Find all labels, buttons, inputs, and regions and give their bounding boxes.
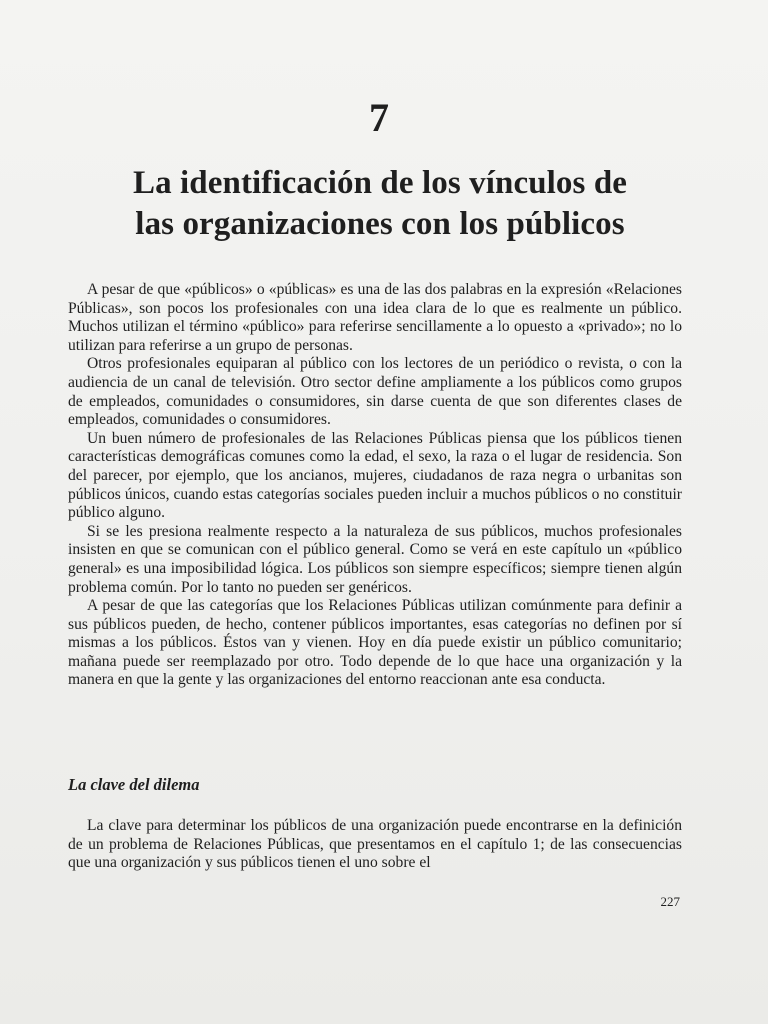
- paragraph-1: A pesar de que «públicos» o «públicas» es una de las dos palabras en la expresión «Relaciones Públicas», son pocos los profesionales con una idea clara de lo que es realmente un público. Muchos utilizan el término «público» para referirse sencillamente a lo opuesto a «privado»; no lo utilizan para referirse a un grupo de personas.: [68, 281, 682, 354]
- paragraph-5: A pesar de que las categorías que los Relaciones Públicas utilizan comúnmente para definir a sus públicos pueden, de hecho, contener públicos importantes, esas categorías no definen por sí mismas a los públicos. Éstos van y vienen. Hoy en día puede existir un público comunitario; mañana puede ser reemplazado por otro. Todo depende de lo que hace una organización y la manera en que la gente y las organizaciones del entorno reaccionan ante esa conducta.: [68, 597, 682, 689]
- chapter-number: 7: [369, 95, 389, 140]
- section-paragraph: La clave para determinar los públicos de una organización puede encontrarse en la definición de un problema de Relaciones Públicas, que presentamos en el capítulo 1; de las consecuencias que una organización y sus públicos tienen el uno sobre el: [68, 817, 682, 872]
- section-body: [68, 817, 682, 873]
- page-number: 227: [660, 894, 680, 909]
- paragraph-4: Si se les presiona realmente respecto a la naturaleza de sus públicos, muchos profesionales insisten en que se comunican con el público general. Como se verá en este capítulo un «público general» es una imposibilidad lógica. Los públicos son siempre específicos; siempre tienen algún problema común. Por lo tanto no pueden ser genéricos.: [68, 522, 682, 596]
- paragraph-2: Otros profesionales equiparan al público con los lectores de un periódico o revista, o con la audiencia de un canal de televisión. Otro sector define ampliamente a los públicos como grupos de empleados, comunidades o consumidores, sin darse cuenta de que son diferentes clases de empleados, comunidades o consumidores.: [68, 355, 682, 429]
- chapter-title: [60, 163, 700, 245]
- paragraph-3: Un buen número de profesionales de las Relaciones Públicas piensa que los públicos tienen características demográficas comunes como la edad, el sexo, la raza o el lugar de residencia. Son del parecer, por ejemplo, que los ancianos, mujeres, ciudadanos de raza negra o urbanitas son públicos únicos, cuando estas categorías sociales pueden incluir a muchos públicos o no constituir público alguno.: [68, 429, 682, 522]
- chapter-title-line-2: las organizaciones con los públicos: [135, 206, 625, 242]
- chapter-body: [68, 281, 682, 690]
- section-heading: La clave del dilema: [68, 775, 200, 794]
- chapter-title-line-1: La identificación de los vínculos de: [132, 165, 628, 201]
